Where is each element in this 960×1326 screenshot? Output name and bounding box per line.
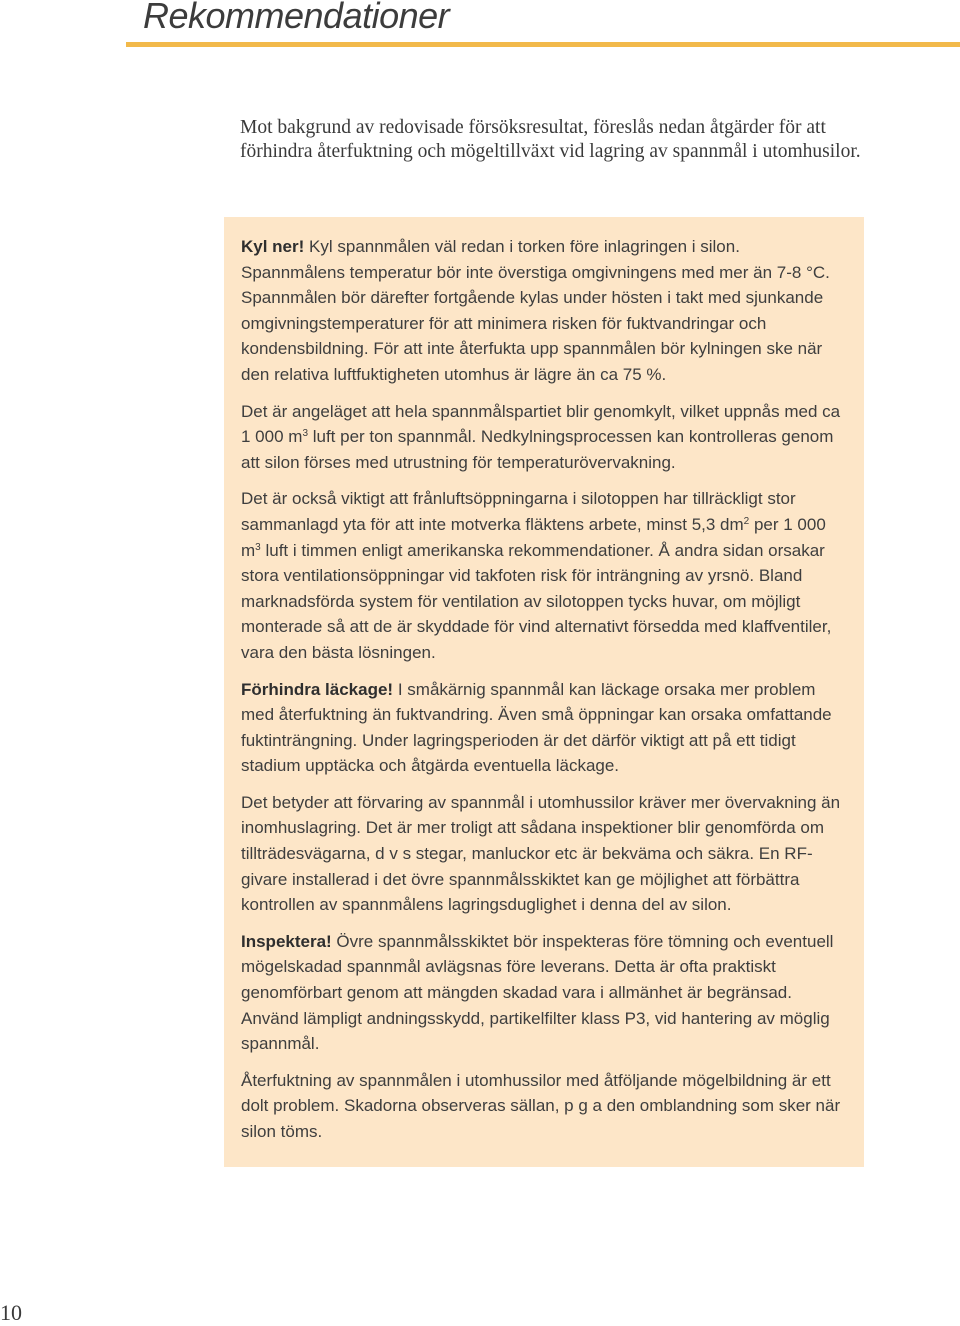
recommendations-content [241,234,847,1156]
page-number: 10 [0,1300,22,1325]
paragraph-text: per 1 000 m [241,514,826,560]
paragraph-text: I småkärnig spannmål kan läckage orsaka mer problem med återfuktning än fuktvandring. Även små öppningar kan orsaka omfattande fuktinträngning. Under lagringsperioden är det därför viktigt att på ett tidigt stadium upptäcka och åtgärda eventuella läckage. [241,679,832,776]
paragraph-text: Det är också viktigt att frånluftsöppningarna i silotoppen har tillräckligt stor sammanlagd yta för att inte motverka fläktens arbete, minst 5,3 dm [241,489,796,534]
intro-paragraph: Mot bakgrund av redovisade försöksresultat, föreslås nedan åtgärder för att förhindra återfuktning och mögeltillväxt vid lagring av spannmål i utomhusilor. [240,117,861,163]
recommendations-box [224,217,864,1167]
paragraph-text: Det är angeläget att hela spannmålspartiet blir genomkylt, vilket uppnås med ca 1 000 m [241,401,841,447]
lead-kyl-ner: Kyl ner! [241,237,305,256]
superscript: 3 [255,541,261,553]
heading-underline [126,42,960,47]
paragraph-text: luft i timmen enligt amerikanska rekommendationer. Å andra sidan orsakar stora ventilationsöppningar vid takfoten risk för inträngning av yrsnö. Bland marknadsförda system för ventilation av silotoppen tycks huvar, om möjligt monterade så att de är skyddade för vind alternativt försedda med klaffventiler, vara den bästa lösningen. [241,540,832,662]
lead-forhindra-lackage: Förhindra läckage! [241,679,394,699]
superscript: 2 [743,515,750,527]
paragraph-kyl-ner [241,234,847,388]
superscript: 3 [302,428,308,440]
page-heading: Rekommendationer [143,0,450,36]
paragraph-inspektera [241,929,847,1057]
paragraph-aterfuktning: Återfuktning av spannmålen i utomhussilor med åtföljande mögelbildning är ett dolt problem. Skadorna observeras sällan, p g a den omblandning som sker när silon töms. [241,1070,841,1141]
lead-inspektera: Inspektera! [241,931,332,951]
paragraph-genomkylt [241,399,847,476]
paragraph-text: luft per ton spannmål. Nedkylningsprocessen kan kontrolleras genom att silon förses med utrustning för temperaturövervakning. [241,427,834,472]
paragraph-text: Övre spannmålsskiktet bör inspekteras före tömning och eventuell mögelskadad spannmål avlägsnas före leverans. Detta är ofta praktiskt genomförbart genom att mängden skadad vara i allmänhet är begränsad. Använd lämpligt andningsskydd, partikelfilter klass P3, vid hantering av möglig spannmål. [241,931,834,1054]
paragraph-franluft [241,486,847,665]
paragraph-forhindra-lackage [241,677,847,779]
paragraph-overvakning: Det betyder att förvaring av spannmål i utomhussilor kräver mer övervakning än inomhuslagring. Det är mer troligt att sådana inspektioner blir genomförda om tillträdesvägarna, d v s stegar, manluckor etc är bekväma och säkra. En RF-givare installerad i det övre spannmålsskiktet kan ge möjlighet att förbättra kontrollen av spannmålens lagringsduglighet i denna del av silon. [241,792,841,915]
paragraph-text: Kyl spannmålen väl redan i torken före inlagringen i silon. Spannmålens temperatur bör inte överstiga omgivningens med mer än 7-8 °C. Spannmålen bör därefter fortgående kylas under hösten i takt med sjunkande omgivningstemperaturer för att minimera risken för fuktvandringar och kondensbildning. För att inte återfukta upp spannmålen bör kylningen ske när den relativa luftfuktigheten utomhus är lägre än ca 75 %. [241,237,830,384]
